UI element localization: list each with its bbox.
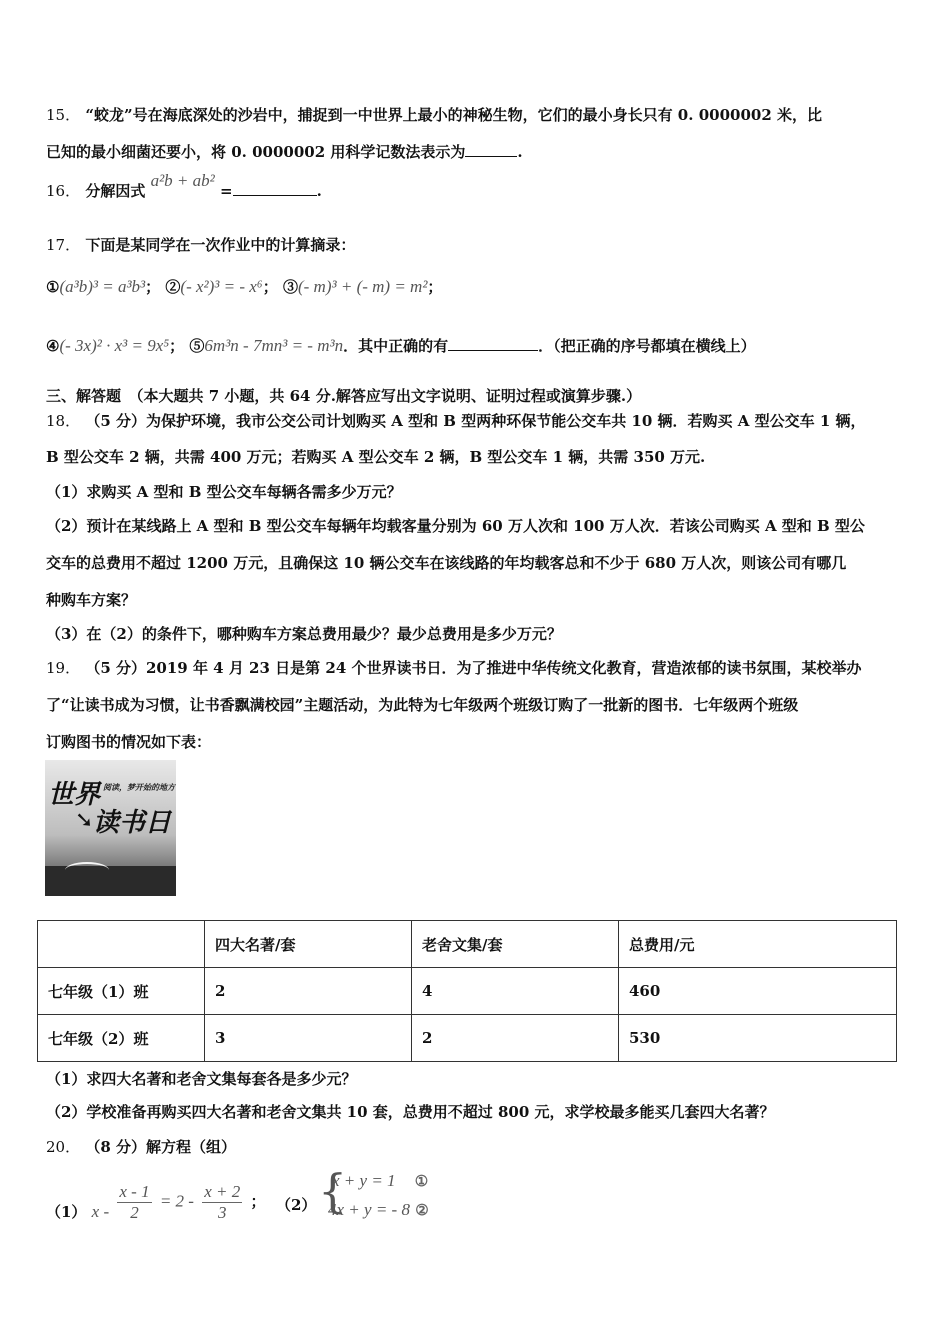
q17-item1: (a³b)³ = a³b³ [59,277,146,296]
table-cell: 七年级（1）班 [38,968,205,1015]
q20-eq2-row [328,1200,429,1220]
q20-p1-fraction2 [202,1182,242,1223]
book-order-table [37,920,897,1062]
q20-p1-end: ； [250,1192,266,1211]
q19-number: 19． [46,659,81,677]
swallow-icon: ➘ [75,808,94,833]
fraction2-denominator: 3 [217,1203,227,1222]
table-cell: 460 [619,968,897,1015]
fraction2-numerator: x + 2 [204,1182,241,1201]
table-header-cell [38,921,205,968]
table-cell: 七年级（2）班 [38,1015,205,1062]
q17-item1-mark: ① [46,278,60,296]
q16-line [46,171,322,201]
q16-text: 分解因式 [85,182,146,200]
q15-answer-blank[interactable] [465,142,517,157]
q19-line1 [46,657,861,678]
q17-number: 17． [46,236,81,254]
table-header-cell: 总费用/元 [619,921,897,968]
q20-p1-mid: = 2 - [159,1191,194,1211]
open-book-icon [65,862,109,878]
poster-subtitle: 阅读，梦开始的地方 [103,783,175,792]
q17-sep2: ； [262,278,278,296]
q19-line2: 了“让读书成为习惯，让书香飘满校园”主题活动，为此特为七年级两个班级订购了一批新的图书．七年级两个班级 [46,696,799,714]
q19-text-line1: （5 分）2019 年 4 月 23 日是第 24 个世界读书日．为了推进中华传统文化教育，营造浓郁的读书氛围，某校举办 [85,659,862,677]
q16-expression: a²b + ab² [150,171,215,190]
q16-answer-blank[interactable] [233,181,317,196]
q20-eq1-mark: ① [414,1172,429,1190]
q17-item3: (- m)³ + (- m) = m² [297,277,428,296]
q17-item2-mark: ② [165,278,181,296]
q18-line2: B 型公交车 2 辆，共需 400 万元；若购买 A 型公交车 2 辆，B 型公交车 1 辆，共需 350 万元. [46,448,706,466]
q15-line2 [46,141,523,162]
q15-line1 [46,104,822,125]
q20-p1-lhs: x - [91,1201,110,1221]
section3-heading: 三、解答题 （本大题共 7 小题，共 64 分.解答应写出文字说明、证明过程或演算步骤.） [46,387,642,405]
q18-part2-line2: 交车的总费用不超过 1200 万元，且确保这 10 辆公交车在该线路的年均载客总和不少于 680 万人次，则该公司有哪几 [46,554,847,572]
q17-text: 下面是某同学在一次作业中的计算摘录： [85,236,356,254]
q17-item5-mark: ⑤ [189,337,205,355]
q17-sep1: ； [145,278,161,296]
q18-line1 [46,410,865,431]
q15-end: . [517,143,523,161]
q15-text-line2: 已知的最小细菌还要小，将 0. 0000002 用科学记数法表示为 [46,143,466,161]
q18-number: 18． [46,412,81,430]
world-book-day-image [45,760,176,896]
q16-equals: = [219,182,233,200]
q20-eq1: x + y = 1 [332,1171,396,1190]
q20-part2-label: （2） [276,1196,317,1214]
table-header-cell: 四大名著/套 [205,921,412,968]
q15-number: 15． [46,106,81,124]
fraction1-denominator: 2 [130,1203,139,1222]
q20-part1-label: （1） [46,1202,87,1221]
table-cell: 530 [619,1015,897,1062]
q17-intro [46,234,355,255]
q20-text: （8 分）解方程（组） [85,1138,236,1156]
q19-line3: 订购图书的情况如下表： [46,733,212,751]
q17-item4: (- 3x)² · x³ = 9x⁵ [59,336,170,355]
q18-text-line1: （5 分）为保护环境，我市公交公司计划购买 A 型和 B 型两种环保节能公交车共 10 辆．若购买 A 型公交车 1 辆， [85,412,866,430]
q17-tail-end: ．（把正确的序号都填在横线上） [538,337,756,355]
q20-part1 [46,1182,265,1223]
q18-part1: （1）求购买 A 型和 B 型公交车每辆各需多少万元？ [46,483,402,501]
poster-title-1: 世界 [48,780,101,810]
q17-items-row1 [46,276,442,297]
fraction1-numerator: x - 1 [119,1182,150,1201]
q20-eq2-mark: ② [415,1201,429,1219]
table-header-cell: 老舍文集/套 [412,921,619,968]
q16-end: . [316,182,322,200]
system-brace: { [318,1164,348,1218]
table-cell: 2 [412,1015,619,1062]
q15-text-line1: “蛟龙”号在海底深处的沙岩中，捕捉到一中世界上最小的神秘生物，它们的最小身长只有 0. 0000002 米，比 [85,106,822,124]
q20-eq1-row [332,1171,428,1191]
q16-number: 16． [46,182,81,200]
poster-title-2: 读书日 [93,808,172,838]
q19-part1: （1）求四大名著和老舍文集每套各是多少元？ [46,1070,357,1088]
q17-sep3: ； [427,278,443,296]
q18-part2-line1: （2）预计在某线路上 A 型和 B 型公交车每辆年均载客量分别为 60 万人次和 100 万人次．若该公司购买 A 型和 B 型公 [46,517,865,535]
q20-eq2: 4x + y = - 8 [328,1200,410,1219]
table-row [38,968,897,1015]
q17-answer-blank[interactable] [448,336,538,351]
q17-sep4: ； [169,337,185,355]
table-header-row [38,921,897,968]
q20-p1-fraction1 [117,1182,151,1223]
q17-item3-mark: ③ [282,278,298,296]
table-cell: 4 [412,968,619,1015]
q19-part2: （2）学校准备再购买四大名著和老舍文集共 10 套，总费用不超过 800 元，求学校最多能买几套四大名著？ [46,1103,775,1121]
q17-item4-mark: ④ [46,337,60,355]
q17-items-row2 [46,335,756,356]
q20-line [46,1136,236,1157]
q17-tail: ．其中正确的有 [343,337,449,355]
q20-number: 20． [46,1138,81,1156]
q18-part2-line3: 种购车方案？ [46,591,137,609]
table-cell: 2 [205,968,412,1015]
table-row [38,1015,897,1062]
q18-part3: （3）在（2）的条件下，哪种购车方案总费用最少？最少总费用是多少万元？ [46,625,562,643]
q17-item2: (- x²)³ = - x⁶ [180,277,263,296]
table-cell: 3 [205,1015,412,1062]
q17-item5: 6m³n - 7mn³ = - m³n [204,336,344,355]
